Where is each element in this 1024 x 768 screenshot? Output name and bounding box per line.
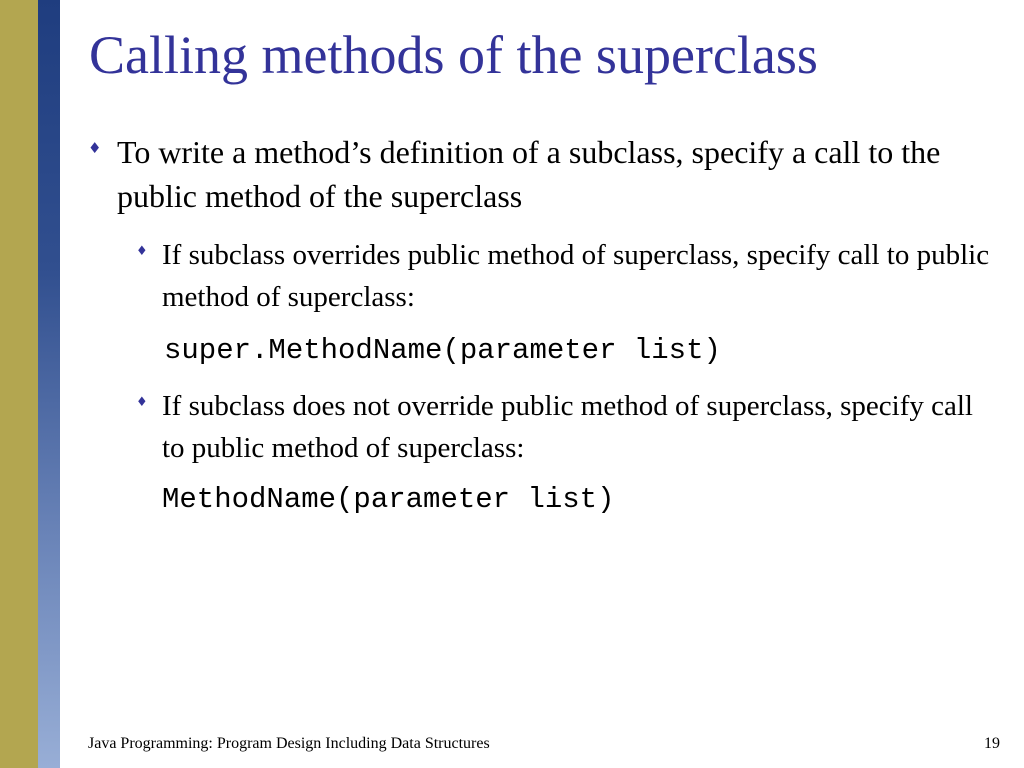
footer-text: Java Programming: Program Design Including Data Structures bbox=[88, 735, 490, 752]
code-snippet: MethodName(parameter list) bbox=[162, 483, 615, 516]
diamond-bullet-icon: ♦ bbox=[136, 395, 148, 410]
sub-bullet-text: If subclass does not override public method of superclass, specify call to public method of superclass: bbox=[162, 390, 973, 464]
page-number: 19 bbox=[984, 735, 1000, 752]
side-bar-olive bbox=[0, 0, 38, 768]
diamond-bullet-icon: ♦ bbox=[136, 244, 148, 259]
code-snippet: super.MethodName(parameter list) bbox=[164, 334, 721, 367]
sub-bullet-text: If subclass overrides public method of superclass, specify call to public method of superclass: bbox=[162, 239, 990, 313]
side-bar-blue bbox=[38, 0, 60, 768]
diamond-bullet-icon: ♦ bbox=[88, 139, 102, 157]
bullet-text: To write a method’s definition of a subclass, specify a call to the public method of the superclass bbox=[117, 134, 941, 214]
slide-title: Calling methods of the superclass bbox=[89, 25, 818, 85]
